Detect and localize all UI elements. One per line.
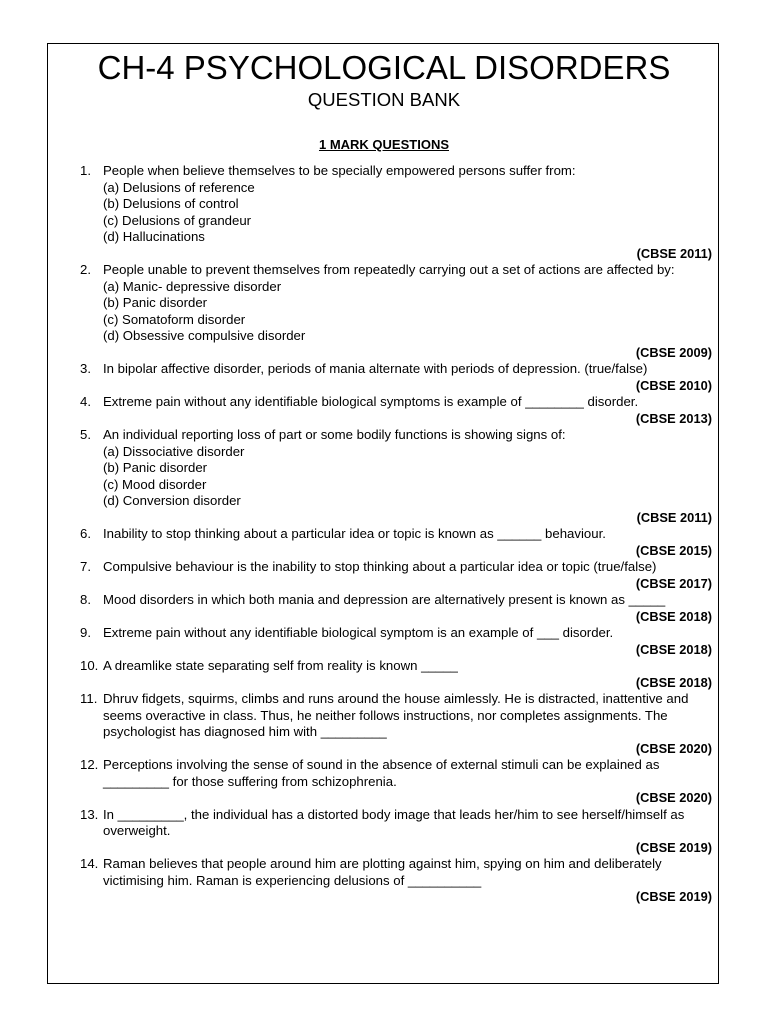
answer-option: (b) Panic disorder	[103, 295, 208, 310]
question-source: (CBSE 2010)	[635, 377, 712, 393]
answer-option: (d) Obsessive compulsive disorder	[103, 328, 306, 343]
question-number: 6.	[80, 526, 91, 541]
question-list	[80, 163, 712, 906]
question-item	[80, 658, 712, 691]
question-source: (CBSE 2019)	[635, 839, 712, 855]
question-text: Inability to stop thinking about a particular idea or topic is known as ______ behaviour.	[103, 526, 606, 541]
page-title: CH-4 PSYCHOLOGICAL DISORDERS	[97, 49, 671, 86]
answer-option: (c) Delusions of grandeur	[103, 212, 252, 228]
question-source: (CBSE 2009)	[635, 344, 712, 360]
question-number: 10.	[80, 658, 99, 673]
question-source: (CBSE 2020)	[635, 740, 712, 756]
answer-option: (d) Hallucinations	[103, 229, 205, 244]
question-item	[80, 361, 712, 394]
question-number: 4.	[80, 394, 91, 409]
question-text: In _________, the individual has a distorted body image that leads her/him to see herself/himself as overweight.	[103, 806, 685, 838]
question-text: People unable to prevent themselves from repeatedly carrying out a set of actions are affected by:	[103, 262, 675, 277]
question-source: (CBSE 2018)	[635, 641, 712, 657]
question-number: 9.	[80, 625, 91, 640]
question-item	[80, 559, 712, 592]
question-text: A dreamlike state separating self from reality is known _____	[103, 658, 458, 673]
answer-option: (a) Manic- depressive disorder	[103, 278, 282, 294]
question-number: 12.	[80, 757, 99, 772]
question-number: 7.	[80, 559, 91, 574]
question-item	[80, 262, 712, 361]
question-source: (CBSE 2013)	[635, 410, 712, 426]
question-text: An individual reporting loss of part or some bodily functions is showing signs of:	[103, 427, 566, 442]
question-source: (CBSE 2011)	[636, 245, 712, 261]
answer-option: (b) Delusions of control	[103, 196, 239, 211]
section-heading: 1 MARK QUESTIONS	[318, 137, 449, 152]
question-source: (CBSE 2019)	[635, 889, 712, 904]
question-item	[80, 526, 712, 559]
question-text: People when believe themselves to be specially empowered persons suffer from:	[103, 163, 576, 178]
question-source: (CBSE 2020)	[635, 790, 712, 805]
question-item	[80, 163, 712, 262]
question-item	[80, 394, 712, 427]
question-number: 8.	[80, 592, 91, 607]
question-item	[80, 427, 712, 526]
question-text: Extreme pain without any identifiable biological symptoms is example of ________ disorder.	[103, 394, 639, 409]
question-text: Extreme pain without any identifiable biological symptom is an example of ___ disorder.	[103, 625, 614, 640]
question-item	[80, 625, 712, 658]
question-item	[80, 856, 712, 906]
question-item	[80, 807, 712, 857]
question-number: 14.	[80, 856, 99, 871]
question-number: 5.	[80, 427, 91, 442]
answer-option: (a) Dissociative disorder	[103, 443, 245, 459]
question-text: Dhruv fidgets, squirms, climbs and runs around the house aimlessly. He is distracted, inattentive and seems overactive in class. Thus, he neither follows instructions, nor completes assignments. The psychologist has diagnosed him with _________	[103, 691, 689, 739]
answer-option: (b) Panic disorder	[103, 460, 208, 475]
answer-option: (d) Conversion disorder	[103, 493, 241, 508]
question-text: Compulsive behaviour is the inability to stop thinking about a particular idea or topic (true/false)	[103, 559, 657, 574]
question-source: (CBSE 2017)	[635, 575, 712, 591]
question-item	[80, 592, 712, 625]
question-source: (CBSE 2011)	[636, 509, 712, 525]
question-number: 1.	[80, 163, 91, 178]
question-text: Mood disorders in which both mania and depression are alternatively present is known as _____	[103, 592, 666, 607]
question-number: 11.	[80, 691, 98, 706]
question-number: 3.	[80, 361, 91, 376]
answer-option: (c) Somatoform disorder	[103, 311, 246, 327]
question-text: In bipolar affective disorder, periods of mania alternate with periods of depression. (true/false)	[103, 361, 648, 376]
question-number: 13.	[80, 806, 99, 822]
answer-option: (c) Mood disorder	[103, 476, 207, 492]
question-text: Perceptions involving the sense of sound in the absence of external stimuli can be explained as _________ for those suffering from schizophrenia.	[103, 757, 660, 789]
question-text: Raman believes that people around him are plotting against him, spying on him and deliberately victimising him. Raman is experiencing delusions of __________	[103, 856, 662, 888]
question-item	[80, 757, 712, 807]
question-number: 2.	[80, 262, 91, 277]
question-source: (CBSE 2015)	[635, 542, 712, 558]
question-source: (CBSE 2018)	[635, 608, 712, 624]
page-subtitle: QUESTION BANK	[307, 89, 461, 110]
question-source: (CBSE 2018)	[635, 674, 712, 690]
question-item	[80, 691, 712, 757]
answer-option: (a) Delusions of reference	[103, 179, 255, 195]
